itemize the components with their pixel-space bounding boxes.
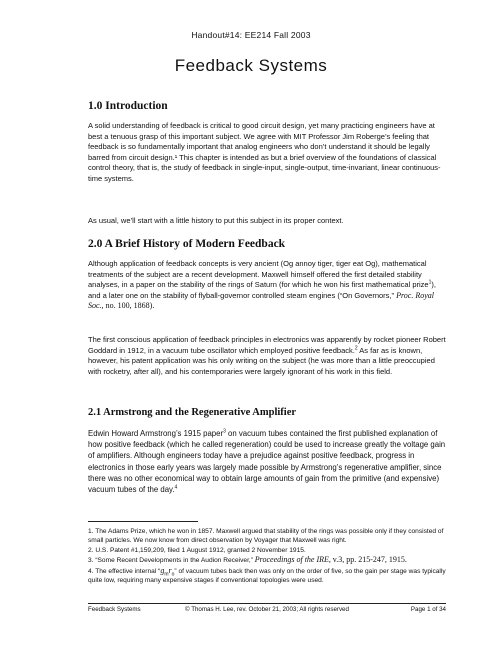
footer-page-number: Page 1 of 34 (410, 606, 446, 613)
footer-title: Feedback Systems (88, 606, 141, 613)
document-title: Feedback Systems (174, 56, 328, 75)
footnotes (88, 527, 446, 585)
paragraph-text: on vacuum tubes contained the first published explanation of how positive feedback (which he called regeneration) could be used to increase greatly the voltage gain of amplifiers. Although engineers today have a prejudice against positive feedback, progress in electronics in those early years was largely made possible by Armstrong’s regenerative amplifier, since there was no other economical way to obtain large amounts of gain from the primitive (and expensive) vacuum tubes of the day. (88, 429, 446, 495)
footnote-marker: 1 (428, 279, 432, 286)
journal-title: Proceedings of the IRE, (254, 555, 331, 565)
footnote-marker: 2 (354, 345, 358, 352)
section-heading-history: 2.0 A Brief History of Modern Feedback (88, 238, 286, 250)
citation-detail: no. 100, 1868). (105, 301, 155, 311)
footnote-marker: 4 (174, 484, 178, 491)
paragraph-history-2 (88, 335, 446, 377)
paragraph-history-1 (88, 259, 446, 312)
footnote-4 (88, 566, 446, 586)
subsection-heading-armstrong: 2.1 Armstrong and the Regenerative Amplifier (88, 407, 297, 418)
paragraph-text: ), and a later one on the stability of flyball-governor controlled steam engines (“On Governors,” (88, 280, 436, 300)
footer-copyright: © Thomas H. Lee, rev. October 21, 2003; All rights reserved (185, 606, 349, 613)
paragraph-armstrong-1 (88, 428, 446, 495)
paragraph-introduction-1: A solid understanding of feedback is critical to good circuit design, yet many practicing engineers have at best a tenuous grasp of this important subject. We agree with MIT Professor Jim Roberge’s feeling that feedback is so fundamentally important that analog engineers who don’t understand it should be legally barred from circuit design.¹ This chapter is intended as but a brief overview of the foundations of classical control theory, that is, the study of feedback in single-input, single-output, time-invariant, linear continuous-time systems. (88, 121, 441, 183)
footnote-text: ” of vacuum tubes back then was only on the order of five, so the gain per stage was typically quite low, requiring many expensive stages if conventional topologies were used. (88, 567, 446, 585)
footnote-text: 3. “Some Recent Developments in the Audion Receiver,” (88, 557, 253, 565)
footnote-2: 2. U.S. Patent #1,159,209, filed 1 August 1912, granted 2 November 1915. (88, 546, 306, 554)
symbol-r: r (168, 565, 172, 575)
paragraph-text: As far as is known, however, his patent application was his only writing on the subject (he was more than a little preoccupied with rocketry, after all), and his contemporaries were largely ignorant of his work in this field. (88, 345, 435, 376)
footnote-marker: 3 (223, 428, 226, 435)
symbol-subscript: o (171, 570, 175, 577)
footer-divider (88, 603, 446, 604)
section-heading-introduction: 1.0 Introduction (88, 100, 168, 112)
symbol-g: g (160, 565, 165, 575)
footnote-1: 1. The Adams Prize, which he won in 1857. Maxwell argued that stability of the rings was possible only if they consisted of small particles. We now know from direct observation by Voyager that Maxwell was right. (88, 528, 444, 545)
footnote-divider (88, 521, 198, 522)
citation-detail: v.3, pp. 215-247, 1915. (332, 555, 407, 565)
journal-title: Proc. Royal Soc., (88, 290, 435, 311)
paragraph-text: Although application of feedback concepts is very ancient (Og annoy tiger, tiger eat Og), mathematical treatments of the subject are a recent development. Maxwell himself offered the first detailed stability analyses, in a paper on the stability of the rings of Saturn (for which he won his first mathematical prize (88, 259, 429, 290)
paragraph-introduction-2: As usual, we’ll start with a little history to put this subject in its proper context. (88, 216, 344, 225)
footnote-3 (88, 555, 446, 565)
running-header: Handout#14: EE214 Fall 2003 (191, 30, 311, 40)
paragraph-text: Edwin Howard Armstrong’s 1915 paper (88, 429, 224, 438)
paragraph-text: The first conscious application of feedback principles in electronics was apparently by rocket pioneer Robert Goddard in 1912, in a vacuum tube oscillator which employed positive feedback. (88, 335, 446, 355)
symbol-subscript: m (164, 570, 169, 577)
footnote-text: 4. The effective internal “ (88, 567, 161, 575)
